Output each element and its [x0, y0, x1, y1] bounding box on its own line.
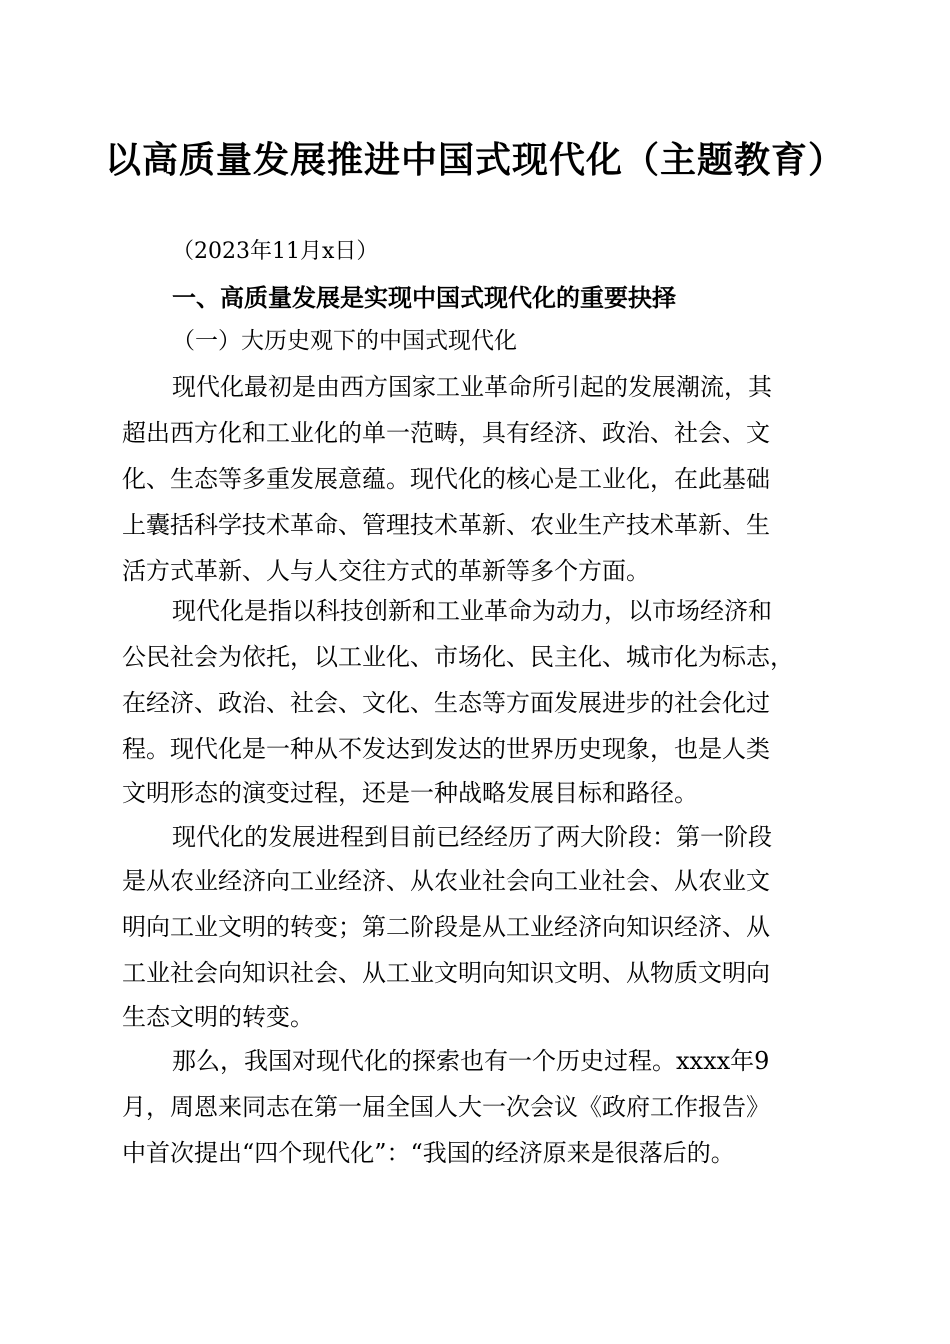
- paragraph-2-line-4: 程。现代化是一种从不发达到发达的世界历史现象，也是人类: [122, 735, 770, 763]
- paragraph-2-line-2: 公民社会为依托，以工业化、市场化、民主化、城市化为标志，: [122, 643, 794, 671]
- paragraph-3-line-1: 现代化的发展进程到目前已经经历了两大阶段：第一阶段: [172, 823, 772, 851]
- paragraph-1-line-3: 化、生态等多重发展意蕴。现代化的核心是工业化，在此基础: [122, 465, 770, 493]
- paragraph-4-line-2: 月，周恩来同志在第一届全国人大一次会议《政府工作报告》: [122, 1093, 770, 1121]
- paragraph-1-line-5: 活方式革新、人与人交往方式的革新等多个方面。: [122, 557, 650, 585]
- document-title: 以高质量发展推进中国式现代化（主题教育）: [104, 139, 845, 181]
- paragraph-4-line-1: 那么，我国对现代化的探索也有一个历史过程。xxxx年9: [172, 1047, 770, 1075]
- paragraph-4-line-3: 中首次提出“四个现代化”：“我国的经济原来是很落后的。: [122, 1139, 735, 1167]
- paragraph-2-line-5: 文明形态的演变过程，还是一种战略发展目标和路径。: [122, 779, 698, 807]
- paragraph-2-line-1: 现代化是指以科技创新和工业革命为动力，以市场经济和: [172, 597, 772, 625]
- section-heading-1: 一、高质量发展是实现中国式现代化的重要抉择: [172, 284, 676, 312]
- paragraph-1-line-1: 现代化最初是由西方国家工业革命所引起的发展潮流，其: [172, 373, 772, 401]
- paragraph-3-line-2: 是从农业经济向工业经济、从农业社会向工业社会、从农业文: [122, 867, 770, 895]
- paragraph-2-line-3: 在经济、政治、社会、文化、生态等方面发展进步的社会化过: [122, 689, 770, 717]
- document-date: （2023年11月x日）: [172, 239, 379, 264]
- paragraph-1-line-2: 超出西方化和工业化的单一范畴，具有经济、政治、社会、文: [122, 419, 770, 447]
- paragraph-1-line-4: 上囊括科学技术革命、管理技术革新、农业生产技术革新、生: [122, 511, 770, 539]
- paragraph-3-line-5: 生态文明的转变。: [122, 1003, 314, 1031]
- paragraph-3-line-4: 工业社会向知识社会、从工业文明向知识文明、从物质文明向: [122, 959, 770, 987]
- paragraph-3-line-3: 明向工业文明的转变；第二阶段是从工业经济向知识经济、从: [122, 913, 770, 941]
- subsection-heading-1: （一）大历史观下的中国式现代化: [172, 328, 517, 354]
